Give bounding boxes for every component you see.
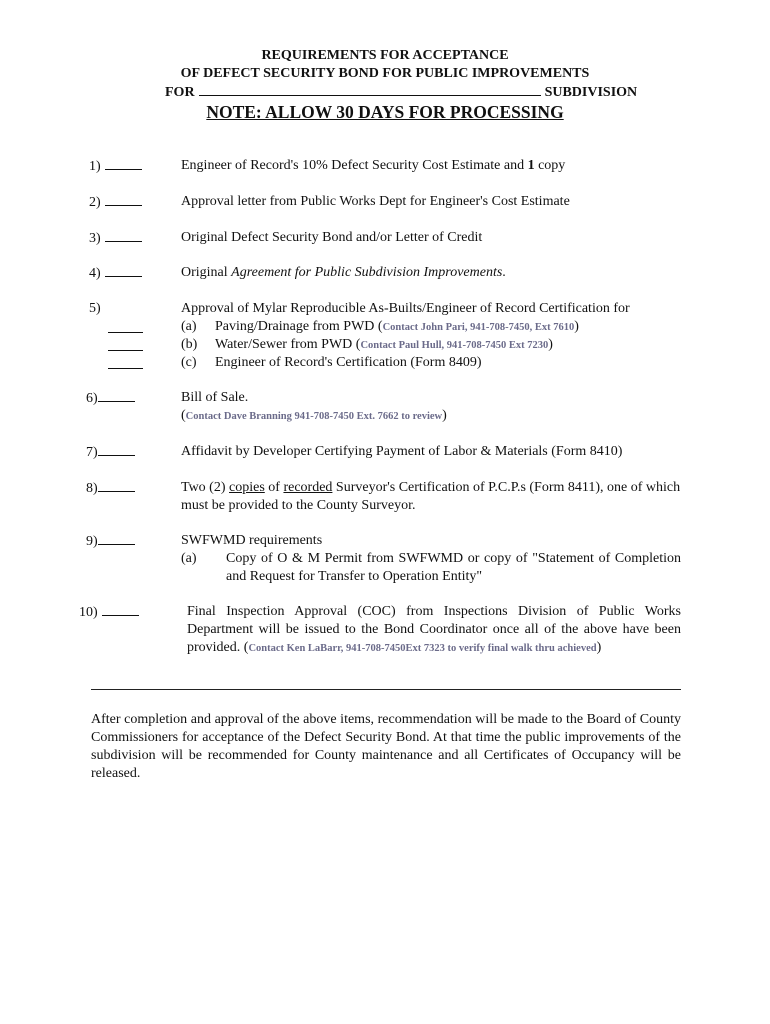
divider: [91, 689, 681, 690]
item-8-number: 8): [86, 479, 135, 498]
item-6-contact: (Contact Dave Branning 941-708-7450 Ext. 7662 to review): [181, 408, 447, 423]
item-7-check-blank[interactable]: [98, 443, 135, 456]
title-line-1: REQUIREMENTS FOR ACCEPTANCE: [261, 48, 509, 63]
item-3-number: 3): [89, 229, 142, 248]
item-8-check-blank[interactable]: [98, 479, 135, 492]
item-5a: (a) Paving/Drainage from PWD (Contact John Pari, 941-708-7450, Ext 7610): [181, 319, 579, 334]
item-10-number: 10): [79, 603, 139, 622]
processing-note: NOTE: ALLOW 30 DAYS FOR PROCESSING: [206, 102, 564, 122]
item-1-number: 1): [89, 157, 142, 176]
item-5b-check-blank[interactable]: [108, 336, 143, 351]
item-5-number: 5): [89, 301, 101, 316]
item-7-number: 7): [86, 443, 135, 462]
item-3-check-blank[interactable]: [105, 229, 142, 242]
item-2-number: 2): [89, 193, 142, 212]
subdivision-line: [165, 83, 665, 102]
item-4-check-blank[interactable]: [105, 264, 142, 277]
item-10-check-blank[interactable]: [102, 603, 139, 616]
item-9-text: SWFWMD requirements: [181, 533, 323, 548]
item-2-check-blank[interactable]: [105, 193, 142, 206]
footer-paragraph: After completion and approval of the above items, recommendation will be made to the Board of County Commissioners for acceptance of the Defect Security Bond. At that time the public improvements of the subdivision will be recommended for County maintenance and all Certificates of Occupancy will be released.: [91, 712, 681, 781]
item-6-text: Bill of Sale.: [181, 390, 249, 405]
item-5b: (b) Water/Sewer from PWD (Contact Paul Hull, 941-708-7450 Ext 7230): [181, 337, 553, 352]
item-1-text: Engineer of Record's 10% Defect Security Cost Estimate and 1 copy: [181, 158, 566, 173]
item-5-text: Approval of Mylar Reproducible As-Builts/Engineer of Record Certification for: [181, 301, 630, 316]
item-4-number: 4): [89, 264, 142, 283]
item-2-text: Approval letter from Public Works Dept for Engineer's Cost Estimate: [181, 194, 570, 209]
item-5b-contact: Contact Paul Hull, 941-708-7450 Ext 7230: [360, 340, 549, 351]
item-9-number: 9): [86, 532, 135, 551]
item-6-number: 6): [86, 389, 135, 408]
item-5a-contact: Contact John Pari, 941-708-7450, Ext 7610: [382, 322, 575, 333]
item-9a-letter: (a): [181, 551, 197, 566]
item-1-check-blank[interactable]: [105, 157, 142, 170]
subdivision-suffix: SUBDIVISION: [544, 85, 638, 100]
item-5a-check-blank[interactable]: [108, 318, 143, 333]
item-4-text: Original Agreement for Public Subdivision Improvements.: [181, 265, 506, 280]
item-7-text: Affidavit by Developer Certifying Payment of Labor & Materials (Form 8410): [181, 444, 623, 459]
item-5c: (c) Engineer of Record's Certification (Form 8409): [181, 355, 482, 370]
item-9-check-blank[interactable]: [98, 532, 135, 545]
title-line-2: OF DEFECT SECURITY BOND FOR PUBLIC IMPROVEMENTS: [180, 66, 590, 81]
item-3-text: Original Defect Security Bond and/or Letter of Credit: [181, 230, 483, 245]
item-5c-check-blank[interactable]: [108, 354, 143, 369]
item-10-text: Final Inspection Approval (COC) from Inspections Division of Public Works Department will be issued to the Bond Coordinator once all of the above have been provided. (Contact Ken LaBarr, 941-708-7450Ext 7323 to verify final walk thru achieved): [187, 604, 681, 655]
item-6-check-blank[interactable]: [98, 389, 135, 402]
item-8-text: Two (2) copies of recorded Surveyor's Certification of P.C.P.s (Form 8411), one of which must be provided to the County Surveyor.: [181, 480, 681, 513]
subdivision-prefix: FOR: [165, 85, 195, 100]
item-10-contact: Contact Ken LaBarr, 941-708-7450Ext 7323 to verify final walk thru achieved: [248, 643, 597, 654]
subdivision-name-blank[interactable]: [199, 83, 541, 96]
item-9a-text: Copy of O & M Permit from SWFWMD or copy of "Statement of Completion and Request for Transfer to Operation Entity": [226, 551, 681, 584]
